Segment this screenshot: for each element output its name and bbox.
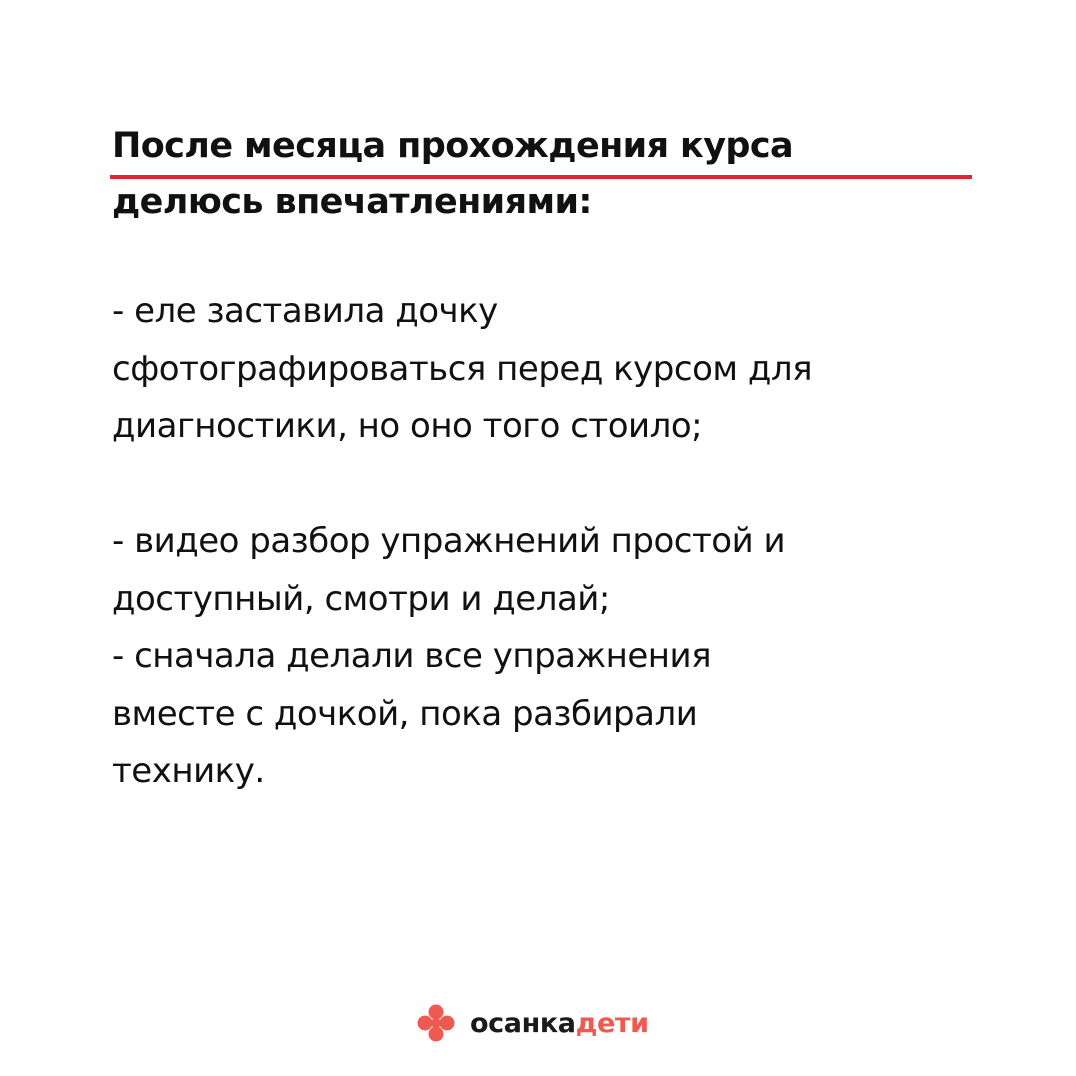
brand-wordmark — [470, 1008, 649, 1039]
headline-line-2: делюсь впечатлениями: — [112, 182, 592, 222]
brand-word-part-2: дети — [575, 1007, 649, 1039]
review-text — [112, 283, 1012, 801]
brand-logo — [414, 1000, 649, 1046]
paragraph-gap — [112, 456, 1012, 514]
review-line: сфотографироваться перед курсом для — [112, 348, 813, 389]
review-line: - еле заставила дочку — [112, 291, 498, 331]
review-line: вместе с дочкой, пока разбирали — [112, 693, 698, 734]
flower-logo-icon — [414, 1001, 458, 1045]
headline — [112, 118, 992, 230]
review-line: диагностики, но оно того стоило; — [112, 406, 703, 446]
review-line: доступный, смотри и делай; — [112, 578, 610, 619]
review-line: - сначала делали все упражнения — [112, 636, 712, 676]
review-line: - видео разбор упражнений простой и — [112, 521, 786, 561]
review-line: технику. — [112, 751, 265, 791]
brand-word-part-1: осанка — [470, 1007, 576, 1039]
headline-line-1: После месяца прохождения курса — [112, 126, 794, 166]
accent-divider — [110, 175, 972, 179]
